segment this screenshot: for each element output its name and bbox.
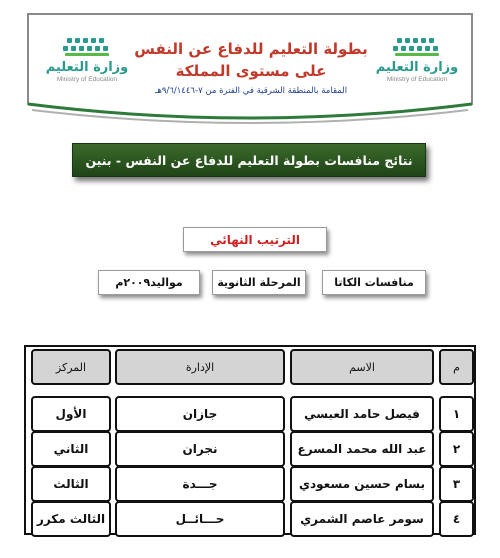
administration-name: جـــدة [115, 466, 285, 502]
championship-title [132, 38, 370, 99]
athlete-name: بسام حسين مسعودي [290, 466, 434, 502]
column-header-name: الاسم [290, 349, 434, 385]
final-ranking-label: الترتيب النهائي [183, 227, 327, 252]
logo-left-arabic-text: وزارة التعليم [45, 60, 129, 75]
column-header-rank: المركز [31, 349, 111, 385]
rank-value: الثالث مكرر [31, 501, 111, 537]
ministry-logo-right [372, 36, 462, 106]
athlete-name: عبد الله محمد المسرع [290, 431, 434, 467]
ministry-logo-left [42, 36, 132, 106]
logo-right-english-text: Ministry of Education [386, 76, 448, 83]
row-number: ٢ [439, 431, 474, 467]
administration-name: نجران [115, 431, 285, 467]
school-stage-label: المرحلة الثانوية [212, 270, 306, 295]
header-banner [22, 8, 478, 128]
rank-value: الأول [31, 396, 111, 432]
administration-name: جازان [115, 396, 285, 432]
row-number: ٣ [439, 466, 474, 502]
rank-value: الثالث [31, 466, 111, 502]
competition-type-label: منافسات الكاتا [322, 270, 426, 295]
row-number: ٤ [439, 501, 474, 537]
column-header-administration: الإدارة [115, 349, 285, 385]
rank-value: الثاني [31, 431, 111, 467]
results-table [24, 345, 476, 535]
row-number: ١ [439, 396, 474, 432]
ministry-of-education-logo-icon [391, 36, 443, 58]
event-dates-subtitle: المقامة بالمنطقة الشرقية في الفترة من ٧-٩/٦/١٤٤٦هـ [154, 86, 348, 96]
logo-right-arabic-text: وزارة التعليم [375, 60, 459, 75]
column-header-number: م [439, 349, 474, 385]
athlete-name: فيصل حامد العبسي [290, 396, 434, 432]
administration-name: حـــائــل [115, 501, 285, 537]
ministry-of-education-logo-icon [61, 36, 113, 58]
birth-year-label: مواليد٢٠٠٩م [98, 270, 200, 295]
title-line-1: بطولة التعليم للدفاع عن النفس [134, 40, 368, 58]
results-heading: نتائج منافسات بطولة التعليم للدفاع عن النفس - بنين [72, 143, 426, 177]
athlete-name: سومر عاصم الشمري [290, 501, 434, 537]
title-line-2: على مستوى المملكة [175, 62, 327, 80]
logo-left-english-text: Ministry of Education [56, 76, 118, 83]
